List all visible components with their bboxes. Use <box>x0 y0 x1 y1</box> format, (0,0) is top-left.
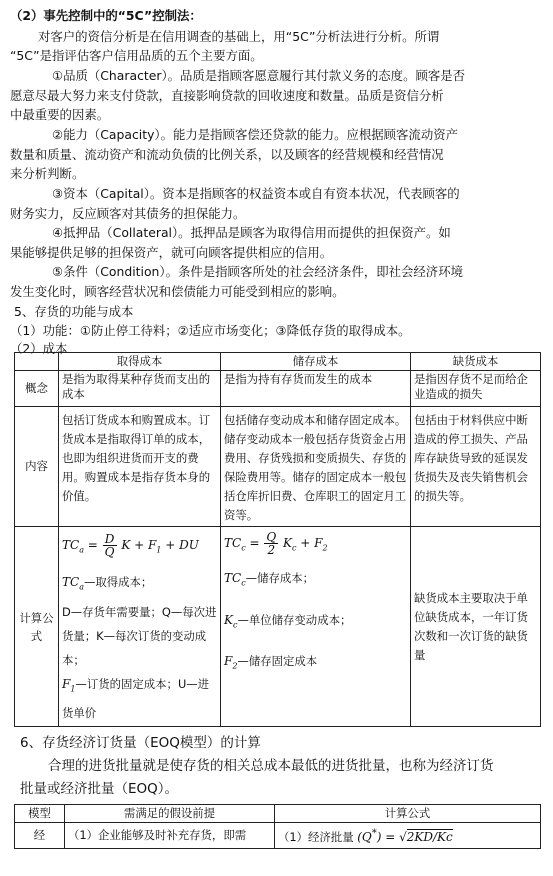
section-title-inventory: 5、存货的功能与成本 <box>14 304 134 319</box>
table-row-content <box>15 407 541 527</box>
eoq-cell-model: 经 <box>15 823 65 849</box>
formula-holding-cost: $TC_c$ = $\frac{Q}{2}$ $K_c + F_2$ <box>224 530 328 557</box>
paragraph-condition-line1: ⑤条件（Condition）。条件是指顾客所处的社会经济条件，即社会经济环境 <box>52 264 463 279</box>
table-row-concept <box>15 371 541 407</box>
cell-calc-shortage: 缺货成本主要取决于单位缺货成本，一年订货次数和一次订货的缺货量 <box>411 527 541 727</box>
table-header-acquisition: 取得成本 <box>59 353 221 371</box>
cell-content-acquisition: 包括订货成本和购置成本。订货成本是指取得订单的成本，也即为组织进货而开支的费用。购置成本是指存货本身的价值。 <box>59 407 221 527</box>
row-label-concept: 概念 <box>15 371 59 407</box>
section-title-5c: （2）事先控制中的“5C”控制法： <box>10 8 202 23</box>
paragraph-5c-intro-line1: 对客户的资信分析是在信用调查的基础上，用“5C”分析法进行分析。所谓 <box>38 29 440 44</box>
inventory-cost-heading: （2）成本 <box>10 341 68 356</box>
eoq-header-formula: 计算公式 <box>275 805 541 823</box>
table-header-empty <box>15 353 59 371</box>
paragraph-capital-line2: 财务实力，反应顾客对其债务的担保能力。 <box>10 206 246 221</box>
cell-calc-acquisition <box>59 527 221 727</box>
cell-concept-holding: 是指为持有存货而发生的成本 <box>221 371 411 407</box>
paragraph-capacity-line3: 来分析判断。 <box>10 166 85 181</box>
def-holding-cost: $TC_c—$储存成本； <box>224 571 315 588</box>
cell-calc-holding <box>221 527 411 727</box>
def-acquisition-variables: D—存货年需要量；Q—每次进货量；K—每次订货的变动成本； <box>62 604 217 667</box>
cell-content-holding: 包括储存变动成本和储存固定成本。储存变动成本一般包括存货资金占用费用、存货残损和变质损失、存货的保险费用等。储存的固定成本一般包括仓库折旧费、仓库职工的固定月工资等。 <box>221 407 411 527</box>
formula-eoq: (Q*) = √2KD/Kc <box>357 828 453 844</box>
cell-concept-acquisition: 是指为取得某种存货而支出的成本 <box>59 371 221 407</box>
eoq-cell-assumption: （1）企业能够及时补充存货，即需 <box>65 823 275 849</box>
eoq-model-table <box>14 804 541 849</box>
paragraph-character-line2: 愿意尽最大努力来支付贷款，直接影响贷款的回收速度和数量。品质是资信分析 <box>10 88 444 103</box>
paragraph-condition-line2: 发生变化时，顾客经营状况和偿债能力可能受到相应的影响。 <box>10 284 345 299</box>
row-label-content: 内容 <box>15 407 59 527</box>
cell-content-shortage: 包括由于材料供应中断造成的停工损失、产品库存缺货导致的延误发货损失及丧失销售机会的损失等。 <box>411 407 541 527</box>
paragraph-capacity-line1: ②能力（Capacity）。能力是指顾客偿还贷款的能力。应根据顾客流动资产 <box>52 127 458 142</box>
paragraph-eoq-line2: 批量或经济批量（EOQ）。 <box>20 781 179 797</box>
paragraph-collateral-line1: ④抵押品（Collateral）。抵押品是顾客为取得信用而提供的担保资产。如 <box>52 225 451 240</box>
def-holding-fixed: $F_2—$储存固定成本 <box>224 654 318 671</box>
table-header-row <box>15 353 541 371</box>
eoq-header-row <box>15 805 541 823</box>
eoq-header-assumption: 需满足的假设前提 <box>65 805 275 823</box>
table-row-calculation <box>15 527 541 727</box>
table-header-holding: 储存成本 <box>221 353 411 371</box>
paragraph-5c-intro-line2: “5C”是指评估客户信用品质的五个主要方面。 <box>10 48 263 63</box>
def-holding-variable: $K_c—$单位储存变动成本； <box>224 612 352 630</box>
paragraph-character-line3: 中最重要的因素。 <box>10 107 110 122</box>
paragraph-character-line1: ①品质（Character）。品质是指顾客愿意履行其付款义务的态度。顾客是否 <box>52 68 466 83</box>
row-label-calculation: 计算公式 <box>15 527 59 727</box>
eoq-row <box>15 823 541 849</box>
def-acquisition-cost: $TC_a—$取得成本； <box>62 575 153 592</box>
def-acquisition-fixed: $F_1—$订货的固定成本；U—进货单价 <box>62 676 210 721</box>
inventory-cost-table <box>14 352 541 727</box>
formula-acquisition-cost: $TC_a$ = $\frac{D}{Q}$ $K + F_1$ + DU <box>62 532 199 559</box>
paragraph-collateral-line2: 果能够提供足够的担保资产，就可向顾客提供相应的信用。 <box>10 245 333 260</box>
cell-concept-shortage: 是指因存货不足而给企业造成的损失 <box>411 371 541 407</box>
table-header-shortage: 缺货成本 <box>411 353 541 371</box>
paragraph-capacity-line2: 数量和质量、流动资产和流动负债的比例关系，以及顾客的经营规模和经营情况 <box>10 147 444 162</box>
paragraph-eoq-line1: 合理的进货批量就是使存货的相关总成本最低的进货批量，也称为经济订货 <box>48 758 494 774</box>
paragraph-capital-line1: ③资本（Capital）。资本是指顾客的权益资本或自有资本状况，代表顾客的 <box>52 186 460 201</box>
eoq-header-model: 模型 <box>15 805 65 823</box>
inventory-function-line: （1）功能：①防止停工待料；②适应市场变化；③降低存货的取得成本。 <box>10 323 411 338</box>
section-title-eoq: 6、存货经济订货量（EOQ模型）的计算 <box>20 735 261 751</box>
eoq-cell-formula: （1）经济批量 (Q*) = √2KD/Kc <box>275 823 541 849</box>
